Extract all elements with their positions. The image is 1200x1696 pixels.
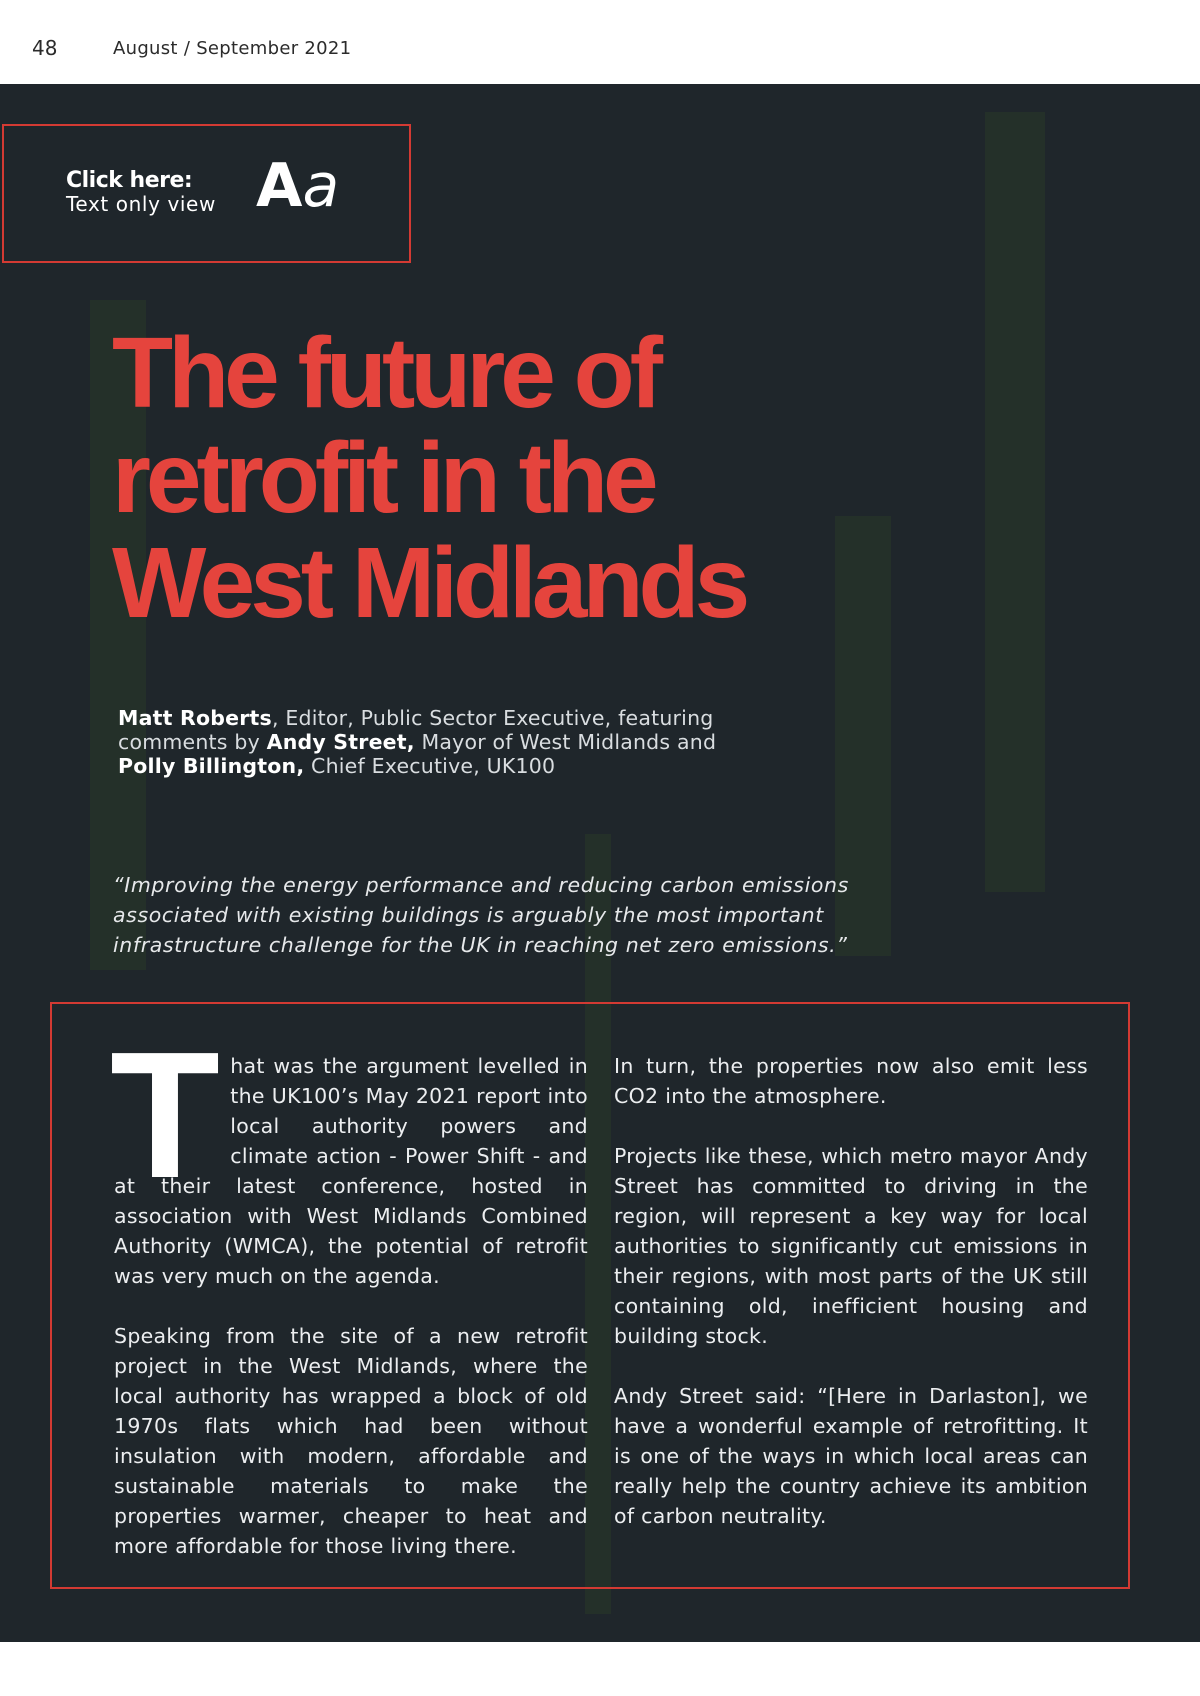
article-body-box (50, 1002, 1130, 1589)
click-here-label: Click here: (66, 168, 193, 193)
author-role: , Editor, Public Sector Executive, featuring comments by (118, 706, 714, 754)
contributor-name: Polly Billington, (118, 754, 305, 778)
text-only-view-button[interactable] (2, 124, 411, 263)
body-paragraph: Speaking from the site of a new retrofit project in the West Midlands, where the local authority has wrapped a block of old 1970s flats which had been without insulation with modern, affordable and sustainable materials to make the properties warmer, cheaper to heat and more affordable for those living there. (114, 1324, 588, 1558)
page-number: 48 (32, 36, 58, 60)
article-column-right (614, 1051, 1088, 1561)
title-line: The future of (112, 317, 659, 429)
article-panel (0, 84, 1200, 1642)
body-paragraph: In turn, the properties now also emit less CO2 into the atmosphere. (614, 1054, 1088, 1108)
contributor-name: Andy Street, (266, 730, 415, 754)
title-line: West Midlands (112, 527, 746, 639)
drop-cap: T (110, 1015, 221, 1216)
author-name: Matt Roberts (118, 706, 272, 730)
article-title (112, 317, 746, 639)
byline (118, 706, 758, 778)
page-footer (0, 1642, 1200, 1696)
article-column-left (110, 1015, 588, 1591)
decorative-bar (985, 112, 1045, 892)
pull-quote: “Improving the energy performance and reducing carbon emissions associated with existing buildings is arguably the most important infrastructure challenge for the UK in reaching net zero emissions.” (113, 873, 849, 957)
body-paragraph: That was the argument levelled in the UK100’s May 2021 report into local authority powers and climate action - Power Shift - and at their latest conference, hosted in association with West Midlands Combined Authority (WMCA), the potential of retrofit was very much on the agenda. (110, 1015, 588, 1288)
font-aa-icon: Aa (256, 151, 340, 221)
text-only-view-label: Text only view (66, 192, 216, 216)
title-line: retrofit in the (112, 422, 654, 534)
body-paragraph: Projects like these, which metro mayor Andy Street has committed to driving in the region, will represent a key way for local authorities to significantly cut emissions in their regions, with most parts of the UK still containing old, inefficient housing and building stock. (614, 1144, 1088, 1348)
page-header (0, 0, 1200, 84)
issue-date: August / September 2021 (113, 38, 352, 59)
contributor-role: Chief Executive, UK100 (304, 754, 556, 778)
contributor-role: Mayor of West Midlands and (414, 730, 717, 754)
body-paragraph: Andy Street said: “[Here in Darlaston], we have a wonderful example of retrofitting. It is one of the ways in which local areas can really help the country achieve its ambition of carbon neutrality. (614, 1384, 1088, 1528)
